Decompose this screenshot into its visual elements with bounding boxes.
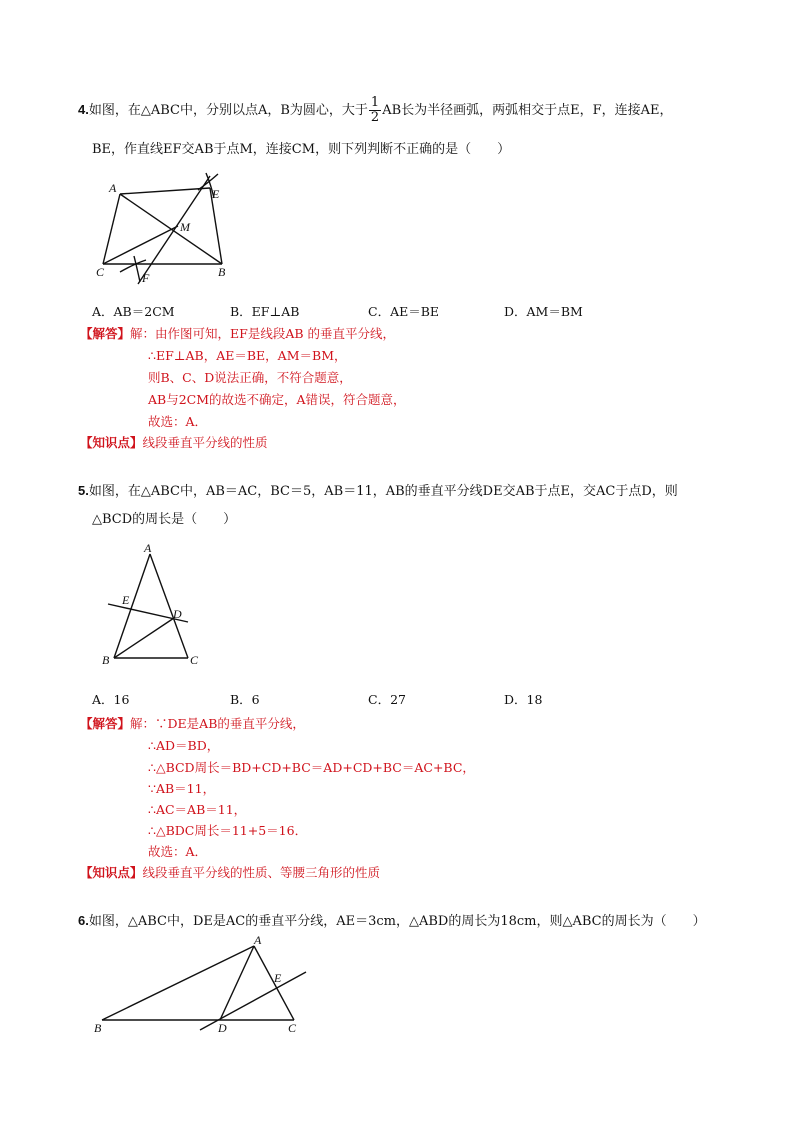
q6-line1-text: 如图，△ABC中，DE是AC的垂直平分线，AE＝3cm，△ABD的周长为18cm，则△ABC的周长为（ ） xyxy=(88,914,706,929)
q6-figure xyxy=(88,932,318,1040)
q6-line1 xyxy=(78,912,706,931)
q4-answer-tag: 【解答】 xyxy=(80,326,131,341)
q4-option-b: B．EF⊥AB xyxy=(230,304,300,319)
q4-label-C: C xyxy=(96,265,105,279)
q4-label-M: M xyxy=(180,220,190,234)
q5-answer-line1 xyxy=(80,714,305,734)
q4-frac-den: 2 xyxy=(370,110,380,125)
q5-answer-line5: ∴AC＝AB＝11， xyxy=(148,802,247,817)
q5-seg-BD xyxy=(114,618,174,658)
q5-seg-AC xyxy=(150,554,188,658)
q5-answer-line7: 故选：A． xyxy=(148,844,208,859)
q6-label-C: C xyxy=(288,1021,297,1035)
q4-options xyxy=(92,302,612,320)
q5-answer-line3: ∴△BCD周长＝BD+CD+BC＝AD+CD+BC＝AC+BC， xyxy=(148,760,475,775)
q5-option-a: A．16 xyxy=(92,692,130,707)
q4-answer-line4: AB与2CM的故选不确定，A错误，符合题意， xyxy=(148,392,406,407)
q4-seg-AE xyxy=(120,188,210,194)
q4-answer-line3: 则B、C、D说法正确，不符合题意， xyxy=(148,370,352,385)
q6-label-A: A xyxy=(254,933,262,947)
q5-line1 xyxy=(78,482,678,501)
q5-answer-text-0: 解：∵DE是AB的垂直平分线， xyxy=(130,716,305,731)
q4-line1-b: 长为半径画弧，两弧相交于点E，F，连接AE， xyxy=(401,103,673,118)
q5-answer-line4: ∵AB＝11， xyxy=(148,781,216,796)
q6-seg-AD xyxy=(220,946,254,1020)
q4-knowledge xyxy=(80,433,268,453)
q4-arc-F2 xyxy=(134,256,140,282)
q4-fraction xyxy=(369,96,381,125)
q4-seg-AC xyxy=(103,194,120,264)
q4-figure xyxy=(90,168,240,293)
q4-label-F: F xyxy=(142,271,150,285)
q4-label-E: E xyxy=(212,187,220,201)
q4-label-A: A xyxy=(109,181,117,195)
q4-frac-num: 1 xyxy=(370,95,380,110)
q4-answer-line5: 故选：A． xyxy=(148,414,208,429)
q4-number: 4. xyxy=(78,102,89,117)
q6-number: 6. xyxy=(78,913,89,928)
q5-label-D: D xyxy=(173,607,182,621)
q4-line1 xyxy=(78,96,673,125)
q6-label-E: E xyxy=(274,971,282,985)
q5-answer-line2: ∴AD＝BD， xyxy=(148,738,220,753)
q6-seg-BA xyxy=(102,946,254,1020)
q4-answer-line2: ∴EF⊥AB，AE＝BE，AM＝BM， xyxy=(148,348,347,363)
q4-frac-text: AB xyxy=(382,103,402,118)
q5-option-b: B．6 xyxy=(230,692,260,707)
q5-options xyxy=(92,690,612,708)
q5-label-C: C xyxy=(190,653,199,667)
q5-knowledge-text: 线段垂直平分线的性质、等腰三角形的性质 xyxy=(142,865,381,880)
q5-line1-text: 如图，在△ABC中，AB＝AC，BC＝5，AB＝11，AB的垂直平分线DE交AB于点E，交AC于点D，则 xyxy=(88,484,678,499)
q5-label-B: B xyxy=(102,653,110,667)
q4-label-B: B xyxy=(218,265,226,279)
q4-line1-a: 如图，在△ABC中，分别以点A，B为圆心，大于 xyxy=(88,103,368,118)
q4-knowledge-tag: 【知识点】 xyxy=(80,435,143,450)
q4-answer-line1 xyxy=(80,324,395,344)
q5-knowledge-tag: 【知识点】 xyxy=(80,865,143,880)
q5-label-A: A xyxy=(144,541,152,555)
q5-option-c: C．27 xyxy=(368,692,406,707)
q5-line2: △BCD的周长是（ ） xyxy=(92,512,237,527)
q4-option-c: C．AE＝BE xyxy=(368,304,440,319)
q6-label-D: D xyxy=(218,1021,227,1035)
q5-label-E: E xyxy=(122,593,130,607)
q4-option-d: D．AM＝BM xyxy=(504,304,583,319)
q4-line2: BE，作直线EF交AB于点M，连接CM，则下列判断不正确的是（ ） xyxy=(92,142,511,157)
q5-answer-line6: ∴△BDC周长＝11+5＝16． xyxy=(148,823,308,838)
q4-seg-CM xyxy=(103,226,178,264)
q5-number: 5. xyxy=(78,483,89,498)
q5-answer-tag: 【解答】 xyxy=(80,716,131,731)
q5-figure xyxy=(98,540,218,670)
q4-answer-text-0: 解：由作图可知，EF是线段AB 的垂直平分线， xyxy=(130,326,396,341)
q6-label-B: B xyxy=(94,1021,102,1035)
q5-knowledge xyxy=(80,863,380,883)
q5-option-d: D．18 xyxy=(504,692,543,707)
q4-option-a: A．AB＝2CM xyxy=(92,304,175,319)
q4-knowledge-text: 线段垂直平分线的性质 xyxy=(142,435,268,450)
